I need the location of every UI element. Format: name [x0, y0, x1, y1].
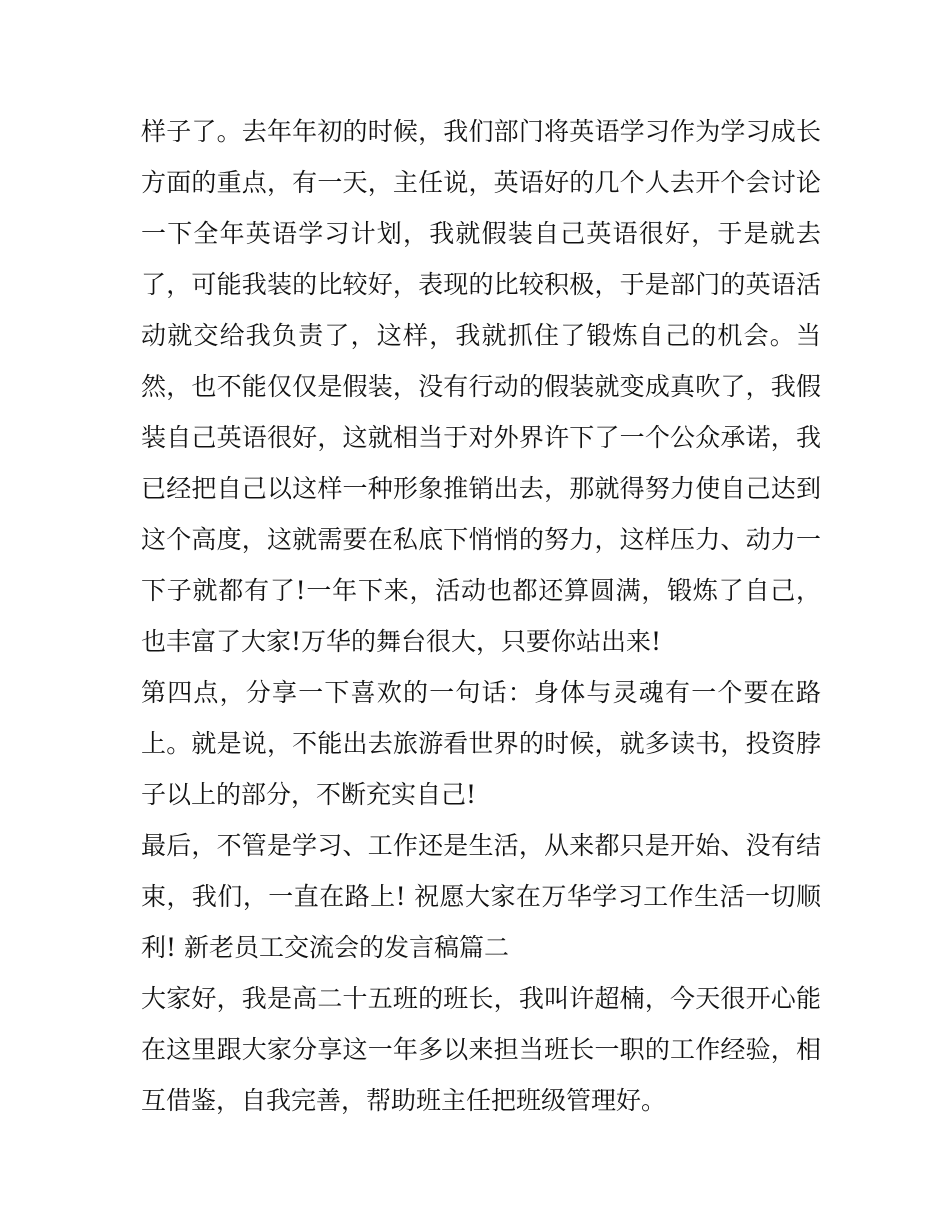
text-line: 一下全年英语学习计划，我就假装自己英语很好，于是就去: [141, 219, 821, 248]
text-line: 样子了。去年年初的时候，我们部门将英语学习作为学习成长: [141, 117, 821, 146]
text-line: 利! 新老员工交流会的发言稿篇二: [141, 933, 509, 962]
text-line: 方面的重点，有一天，主任说，英语好的几个人去开个会讨论: [141, 168, 821, 197]
text-line: 在这里跟大家分享这一年多以来担当班长一职的工作经验，相: [141, 1035, 821, 1064]
text-line: 第四点，分享一下喜欢的一句话：身体与灵魂有一个要在路: [141, 678, 821, 707]
text-line: 这个高度，这就需要在私底下悄悄的努力，这样压力、动力一: [141, 525, 821, 554]
text-line: 也丰富了大家!万华的舞台很大，只要你站出来!: [141, 627, 662, 656]
body-text: [141, 106, 821, 1126]
text-line: 子以上的部分，不断充实自己!: [141, 780, 477, 809]
text-line: 了，可能我装的比较好，表现的比较积极，于是部门的英语活: [141, 270, 821, 299]
text-line: 已经把自己以这样一种形象推销出去，那就得努力使自己达到: [141, 474, 821, 503]
text-line: 互借鉴，自我完善，帮助班主任把班级管理好。: [141, 1086, 667, 1115]
text-line: 大家好，我是高二十五班的班长，我叫许超楠，今天很开心能: [141, 984, 821, 1013]
text-line: 下子就都有了!一年下来，活动也都还算圆满，锻炼了自己，: [141, 576, 821, 605]
text-line: 上。就是说，不能出去旅游看世界的时候，就多读书，投资脖: [141, 729, 821, 758]
text-line: 然，也不能仅仅是假装，没有行动的假装就变成真吹了，我假: [141, 372, 821, 401]
text-line: 束，我们，一直在路上! 祝愿大家在万华学习工作生活一切顺: [141, 882, 821, 911]
text-line: 最后，不管是学习、工作还是生活，从来都只是开始、没有结: [141, 831, 821, 860]
text-line: 动就交给我负责了，这样，我就抓住了锻炼自己的机会。当: [141, 321, 821, 350]
text-line: 装自己英语很好，这就相当于对外界许下了一个公众承诺，我: [141, 423, 821, 452]
